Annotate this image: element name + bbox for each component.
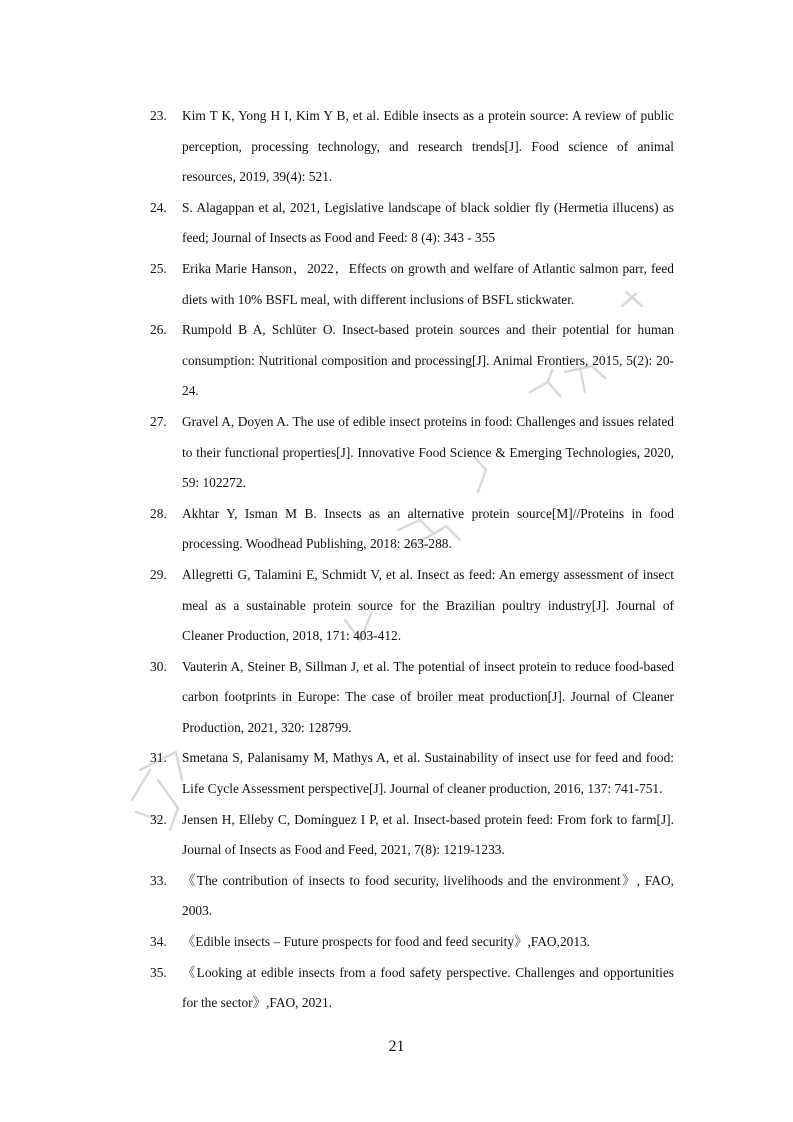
reference-text: Akhtar Y, Isman M B. Insects as an alternative protein source[M]//Proteins in food processing. Woodhead Publishing, 2018: 263-288. <box>182 505 674 552</box>
reference-number: 30. <box>150 658 167 674</box>
reference-number: 28. <box>150 505 167 521</box>
reference-text: Smetana S, Palanisamy M, Mathys A, et al. Sustainability of insect use for feed and food: Life Cycle Assessment perspective[J]. Journal of cleaner production, 2016, 137: 741-751. <box>182 750 674 797</box>
reference-number: 26. <box>150 322 167 338</box>
reference-item <box>150 101 674 193</box>
reference-item <box>150 193 674 254</box>
reference-text: 《Looking at edible insects from a food safety perspective. Challenges and opportunities for the sector》,FAO, 2021. <box>182 964 674 1011</box>
reference-number: 25. <box>150 260 167 276</box>
reference-number: 29. <box>150 566 167 582</box>
reference-number: 34. <box>150 934 167 950</box>
reference-number: 24. <box>150 199 167 215</box>
reference-item <box>150 958 674 1019</box>
reference-item <box>150 407 674 499</box>
reference-item <box>150 866 674 927</box>
reference-item <box>150 743 674 804</box>
reference-text: Vauterin A, Steiner B, Sillman J, et al. The potential of insect protein to reduce food-based carbon footprints in Europe: The case of broiler meat production[J]. Journal of Cleaner Production, 2021, 320: 128799. <box>182 658 674 735</box>
reference-number: 27. <box>150 413 167 429</box>
reference-item <box>150 560 674 652</box>
reference-text: Erika Marie Hanson，2022，Effects on growth and welfare of Atlantic salmon parr, feed diets with 10% BSFL meal, with different inclusions of BSFL stickwater. <box>182 260 674 307</box>
reference-number: 33. <box>150 872 167 888</box>
reference-number: 31. <box>150 750 167 766</box>
reference-text: S. Alagappan et al, 2021, Legislative landscape of black soldier fly (Hermetia illucens) as feed; Journal of Insects as Food and Feed: 8 (4): 343 - 355 <box>182 199 674 246</box>
reference-text: 《The contribution of insects to food security, livelihoods and the environment》, FAO, 2003. <box>182 872 674 919</box>
reference-list <box>150 101 674 1019</box>
reference-text: Gravel A, Doyen A. The use of edible insect proteins in food: Challenges and issues related to their functional properties[J]. Innovative Food Science & Emerging Technologies, 2020, 59: 102272. <box>182 413 674 491</box>
reference-text: 《Edible insects – Future prospects for food and feed security》,FAO,2013. <box>182 934 591 950</box>
reference-number: 32. <box>150 811 167 827</box>
reference-text: Allegretti G, Talamini E, Schmidt V, et al. Insect as feed: An emergy assessment of insect meal as a sustainable protein source for the Brazilian poultry industry[J]. Journal of Cleaner Production, 2018, 171: 403-412. <box>182 566 674 644</box>
page-number: 21 <box>388 1038 405 1055</box>
reference-text: Rumpold B A, Schlüter O. Insect-based protein sources and their potential for human consumption: Nutritional composition and processing[J]. Animal Frontiers, 2015, 5(2): 20-24. <box>182 322 674 399</box>
reference-text: Jensen H, Elleby C, Domínguez I P, et al. Insect-based protein feed: From fork to farm[J]. Journal of Insects as Food and Feed, 2021, 7(8): 1219-1233. <box>182 811 674 858</box>
reference-text: Kim T K, Yong H I, Kim Y B, et al. Edible insects as a protein source: A review of public perception, processing technology, and research trends[J]. Food science of animal resources, 2019, 39(4): 521. <box>182 108 674 185</box>
reference-item <box>150 254 674 315</box>
reference-number: 23. <box>150 108 167 123</box>
reference-item <box>150 652 674 744</box>
reference-item <box>150 499 674 560</box>
reference-item <box>150 315 674 407</box>
reference-number: 35. <box>150 964 167 980</box>
reference-item <box>150 805 674 866</box>
reference-item <box>150 927 674 958</box>
